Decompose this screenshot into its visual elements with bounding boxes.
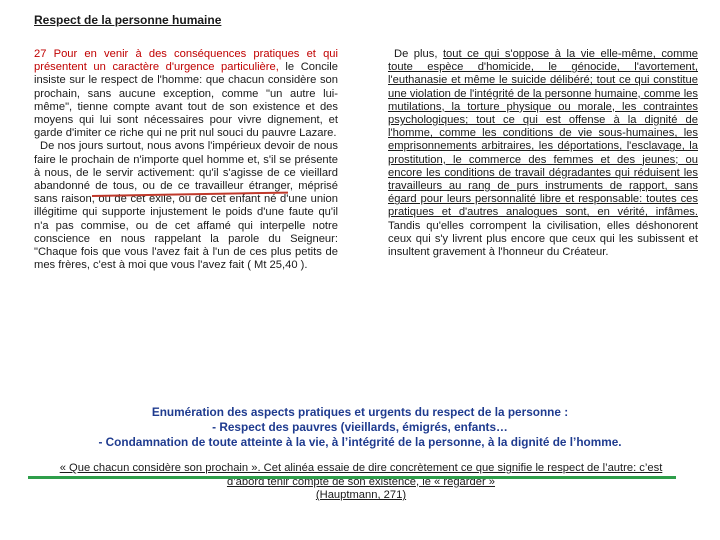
- paragraph-prochain: [34, 140, 338, 272]
- quote-block: [24, 462, 698, 503]
- underlined-passage: tout ce qui s'oppose à la vie elle-même, comme toute espèce d'homicide, le génocide, l'avortement, l'euthanasie et même le suicide délibéré; tout ce qui constitue une violation de l'intégrité de la personne humaine, comme les mutilations, la torture physique ou morale, les contraintes psychologiques; tout ce qui est offense à la dignité de l'homme, comme les conditions de vie sous-humaines, les emprisonnements arbitraires, les déportations, l'esclavage, la prostitution, le commerce des femmes et des jeunes; ou encore les conditions de travail dégradantes qui réduisent les travailleurs au rang de purs instruments de rapport, sans égard pour leurs personnalité libre et responsable: toutes ces pratiques et d'autres analogues sont, en vérité, infâmes.: [388, 48, 698, 219]
- page-title: Respect de la personne humaine: [34, 13, 222, 27]
- paragraph-text: De nos jours surtout, nous avons l'impérieux devoir de nous faire: [34, 140, 338, 166]
- paragraph-text: De plus,: [394, 48, 443, 60]
- highlight-red-text: 27 Pour en venir à des conséquences pratiques et qui présentent un caractère d'urgence particulière,: [34, 48, 338, 74]
- paragraph-27: [34, 48, 338, 140]
- paragraph-text: et, s'il se présente à nous, de le servir activement: qu'il s'agisse de ce vieillard abandonné de tous, ou de ce travailleur étranger, méprisé sans raison, ou de cet exilé, ou de cet enfant né d'une union illégitime qui supporte injustement le poids d'une faute qu'il n'a pas commise, ou de cet affamé qui interpelle notre conscience en nous rappelant la parole du Seigneur: "Chaque fois que vous l'avez fait à l'un de ces plus petits de mes frères, c'est à moi que vous l'avez fait ( Mt 25,40 ).: [34, 153, 338, 272]
- quote-line: « Que chacun considère son prochain ». Cet alinéa essaie de dire concrètement ce que signifie le respect de l’autre: c’est: [59, 462, 663, 474]
- right-column: [388, 48, 698, 259]
- quote-line: d’abord tenir compte de son existence, le « regarder »: [226, 475, 496, 488]
- paragraph-text: Tandis qu'elles corrompent la civilisation, elles déshonorent ceux qui s'y livrent plus encore que ceux qui les subissent et insultent gravement à l'honneur du Créateur.: [388, 219, 698, 259]
- summary-block: [40, 405, 680, 450]
- quote-citation: (Hauptmann, 271): [315, 489, 407, 501]
- paragraph-atteintes: [388, 48, 698, 259]
- summary-line: - Respect des pauvres (vieillards, émigrés, enfants…: [212, 420, 508, 434]
- summary-line: Enumération des aspects pratiques et urgents du respect de la personne :: [151, 405, 569, 419]
- summary-line: - Condamnation de toute atteinte à la vie, à l’intégrité de la personne, à la dignité de l’homme.: [98, 435, 622, 449]
- green-underline-mark: [28, 476, 676, 479]
- underlined-phrase: le prochain de n'importe quel homme: [59, 153, 245, 166]
- left-column: [34, 48, 338, 272]
- paragraph-text: le Concile insiste sur le respect de l'homme: que chacun considère son prochain, sans aucune exception, comme "un autre lui-même", tienne compte avant tout de son existence et des moyens qui lui sont nécessaires pour vivre dignement, et garde d'imiter ce riche qui ne prit nul souci du pauvre Lazare.: [34, 61, 338, 140]
